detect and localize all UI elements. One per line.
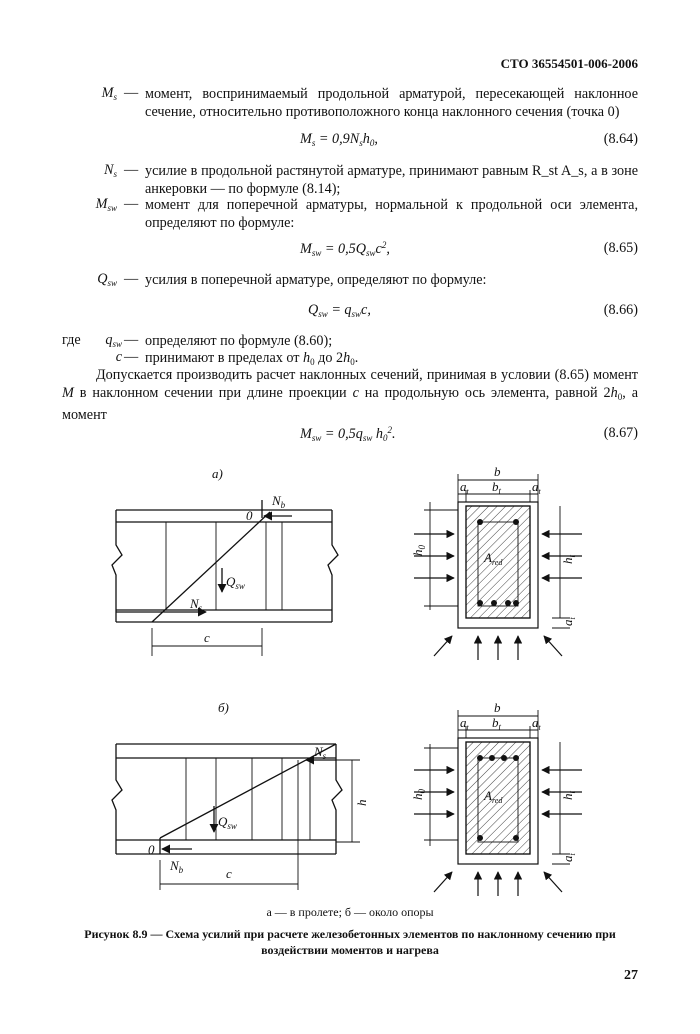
label-zero-a: 0 — [246, 508, 253, 523]
formula-number: (8.64) — [603, 131, 638, 147]
figure-caption: Рисунок 8.9 — Схема усилий при расчете железобетонных элементов по наклонному сечению при воздействии моментов и нагрева — [84, 927, 616, 957]
document-code: СТО 36554501-006-2006 — [500, 56, 638, 71]
where-item-c: принимают в пределах от $h_0$ до $2h_0$. — [145, 350, 359, 367]
beam-b — [112, 744, 360, 890]
label-Ns-b: $N_s$ — [314, 744, 327, 761]
label-bt-b: $b_t$ — [492, 715, 502, 732]
symbol-Msw: $M_{sw}$ — [95, 196, 117, 213]
label-at-bottom-a: $a_t$ — [560, 617, 577, 626]
label-at-right-b: $a_t$ — [532, 715, 541, 732]
label-at-right-a: $a_t$ — [532, 479, 541, 496]
formula-number: (8.66) — [603, 302, 638, 318]
definition-Ns: усилие в продольной растянутой арматуре, принимают равным R_st A_s, а в зоне анкеровки — по формуле (8.14); — [145, 163, 638, 197]
definition-Qsw: усилия в поперечной арматуре, определяют по формуле: — [145, 272, 487, 288]
label-h-b: h — [354, 799, 369, 806]
label-at-left-b: $a_t$ — [460, 715, 469, 732]
label-h0-a: $h_0$ — [410, 545, 427, 556]
symbol-Ms: $M_s$ — [101, 85, 117, 102]
label-b-b: b — [494, 700, 501, 715]
label-zero-b: 0 — [148, 842, 155, 857]
formula-8-65: $M_{sw} = 0,5Q_{sw}c^2$, — [300, 240, 390, 258]
section-a — [414, 474, 582, 660]
formula-number: (8.65) — [603, 240, 638, 256]
label-ht-a: $h_t$ — [560, 554, 577, 564]
symbol-Qsw: $Q_{sw}$ — [97, 271, 117, 288]
where-word: где — [62, 332, 81, 348]
label-Nb-a: $N_b$ — [272, 493, 286, 510]
label-a: а) — [212, 466, 223, 481]
label-c-b: c — [226, 866, 232, 881]
formula-8-67: $M_{sw} = 0,5q_{sw}$ $h_0^2$. — [300, 425, 396, 443]
label-b: б) — [218, 700, 229, 715]
label-Ared-a: $A_{red}$ — [484, 550, 503, 567]
label-Qsw-a: $Q_{sw}$ — [226, 574, 245, 591]
formula-8-66: $Q_{sw} = q_{sw}c$, — [308, 302, 371, 319]
where-item-qsw: определяют по формуле (8.60); — [145, 333, 333, 349]
label-b-a: b — [494, 464, 501, 479]
figure-subcaption: а — в пролете; б — около опоры — [266, 905, 434, 919]
symbol-qsw: $q_{sw}$ — [105, 332, 122, 349]
label-Qsw-b: $Q_{sw}$ — [218, 814, 237, 831]
label-bt-a: $b_t$ — [492, 479, 502, 496]
definition-Ms: момент, воспринимаемый продольной арматурой, пересекающей наклонное сечение, относительно противоположного конца наклонного сечения (точка 0) — [145, 86, 638, 120]
symbol-c: c — [115, 349, 122, 365]
paragraph: Допускается производить расчет наклонных сечений, принимая в условии (8.65) момент M в наклонном сечении при длине проекции c на продольную ось элемента, равной $2h_0$, а момент — [62, 367, 638, 423]
symbol-Ns: $N_s$ — [104, 162, 117, 179]
label-Ared-b: $A_{red}$ — [484, 788, 503, 805]
label-ht-b: $h_t$ — [560, 790, 577, 800]
beam-a — [112, 500, 338, 656]
label-Ns-a: $N_s$ — [190, 596, 203, 613]
definition-Msw: момент для поперечной арматуры, нормальной к продольной оси элемента, определяют по формуле: — [145, 197, 638, 231]
formula-number: (8.67) — [603, 425, 638, 441]
page-number: 27 — [624, 968, 638, 983]
label-Nb-b: $N_b$ — [170, 858, 184, 875]
label-h0-b: $h_0$ — [410, 789, 427, 800]
figure-8-9 — [0, 460, 700, 900]
label-at-bottom-b: $a_t$ — [560, 853, 577, 862]
formula-8-64: $M_s = 0,9N_sh_0$, — [300, 131, 378, 148]
label-c-a: c — [204, 630, 210, 645]
label-at-left-a: $a_t$ — [460, 479, 469, 496]
